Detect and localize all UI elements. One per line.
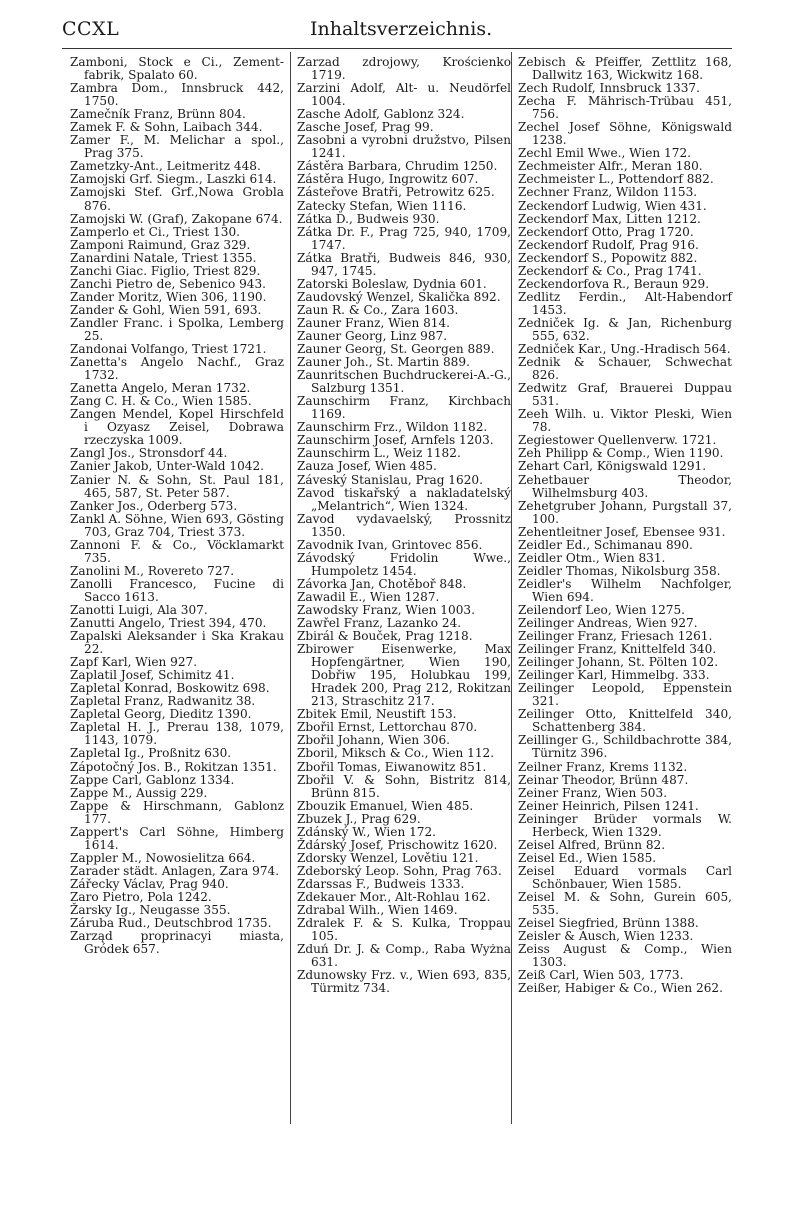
index-entry: Zatecky Stefan, Wien 1116. xyxy=(297,198,467,213)
index-entry: Zbořil V. & Sohn, Bistritz 814, Brünn 815. xyxy=(297,772,511,800)
index-entry: Zeckendorf & Co., Prag 1741. xyxy=(518,263,702,278)
index-entry: Zapletal Ig., Proßnitz 630. xyxy=(70,746,232,761)
index-entry: Zapalski Aleksander i Ska Krakau 22. xyxy=(70,629,284,657)
index-entry: Zanier N. & Sohn, St. Paul 181, 465, 587, St. Peter 587. xyxy=(70,472,284,500)
index-entry: Zeeh Wilh. u. Viktor Pleski, Wien 78. xyxy=(518,407,732,435)
index-entry: Zangen Mendel, Kopel Hirschfeld i Ozyasz Zeisel, Dobrawa rzeczyska 1009. xyxy=(70,407,284,448)
index-entry: Ždárský Josef, Prischowitz 1620. xyxy=(297,837,498,852)
index-entry: Zeckendorf S., Popowitz 882. xyxy=(518,250,698,265)
index-entry: Zbuzek J., Prag 629. xyxy=(297,811,421,826)
index-entry: Zeilinger Otto, Knittelfeld 340, Schattenberg 384. xyxy=(518,707,732,735)
index-entry: Zeillinger G., Schildbachrotte 384, Türnitz 396. xyxy=(518,733,732,761)
index-entry: Zeißer, Habiger & Co., Wien 262. xyxy=(518,981,723,996)
index-entry: Zedniček Kar., Ung.-Hradisch 564. xyxy=(518,342,731,357)
index-entry: Zebisch & Pfeiffer, Zettlitz 168, Dallwitz 163, Wickwitz 168. xyxy=(518,55,732,83)
index-entry: Zeilner Franz, Krems 1132. xyxy=(518,759,688,774)
index-entry: Zauner Franz, Wien 814. xyxy=(297,315,451,330)
index-entry: Zeilinger Karl, Himmelbg. 333. xyxy=(518,668,710,683)
index-entry: Zbořil Ernst, Lettorchau 870. xyxy=(297,720,478,735)
index-entry: Zaunritschen Buchdruckerei-A.-G., Salzburg 1351. xyxy=(297,368,511,396)
index-entry: Záveský Stanislau, Prag 1620. xyxy=(297,472,483,487)
index-entry: Zaunschirm L., Weiz 1182. xyxy=(297,446,461,461)
index-entry: Zátka D., Budweis 930. xyxy=(297,211,440,226)
index-entry: Zaplatil Josef, Schimitz 41. xyxy=(70,668,235,683)
index-entry: Zauza Josef, Wien 485. xyxy=(297,459,437,474)
index-entry: Zanolli Francesco, Fucine di Sacco 1613. xyxy=(70,576,284,604)
index-entry: Zeiss August & Comp., Wien 1303. xyxy=(518,942,732,970)
index-entry: Zecha F. Mährisch-Trübau 451, 756. xyxy=(518,94,732,122)
page-number: CCXL xyxy=(62,18,120,40)
index-entry: Zanchi Giac. Figlio, Triest 829. xyxy=(70,263,261,278)
index-entry: Zástěra Barbara, Chrudim 1250. xyxy=(297,159,498,174)
index-entry: Závodský Fridolin Wwe., Humpoletz 1454. xyxy=(297,550,511,578)
index-entry: Zamek F. & Sohn, Laibach 344. xyxy=(70,120,263,135)
index-entry: Zdarssas F., Budweis 1333. xyxy=(297,876,465,891)
index-entry: Zehetgruber Johann, Purgstall 37, 100. xyxy=(518,498,732,526)
index-entry: Zanotti Luigi, Ala 307. xyxy=(70,602,208,617)
index-entry: Zářecky Václav, Prag 940. xyxy=(70,876,229,891)
index-entry: Zeh Philipp & Comp., Wien 1190. xyxy=(518,446,724,461)
index-entry: Zeckendorf Ludwig, Wien 431. xyxy=(518,198,707,213)
index-entry: Zauner Georg, St. Georgen 889. xyxy=(297,342,495,357)
index-entry: Zeisler & Ausch, Wien 1233. xyxy=(518,929,694,944)
index-entry: Zdrabal Wilh., Wien 1469. xyxy=(297,903,458,918)
index-entry: Zarzini Adolf, Alt- u. Neudörfel 1004. xyxy=(297,81,511,109)
index-entry: Zeckendorf Rudolf, Prag 916. xyxy=(518,237,699,252)
index-entry: Zawřel Franz, Lazanko 24. xyxy=(297,616,462,631)
index-entry: Zdunowsky Frz. v., Wien 693, 835, Türmitz 734. xyxy=(297,968,511,996)
index-entry: Zeidler Ed., Schimanau 890. xyxy=(518,537,693,552)
index-entry: Zdorsky Wenzel, Lovětiu 121. xyxy=(297,850,479,865)
index-entry: Zechel Josef Söhne, Königswald 1238. xyxy=(518,120,732,148)
index-column-1 xyxy=(70,56,284,956)
index-entry: Zasche Adolf, Gablonz 324. xyxy=(297,107,465,122)
index-entry: Zanetta Angelo, Meran 1732. xyxy=(70,381,251,396)
index-entry: Zeinar Theodor, Brünn 487. xyxy=(518,772,689,787)
index-entry: Zduń Dr. J. & Comp., Raba Wyżna 631. xyxy=(297,942,511,970)
index-entry: Zeisel Ed., Wien 1585. xyxy=(518,850,657,865)
index-entry: Zannoni F. & Co., Vöcklamarkt 735. xyxy=(70,537,284,565)
index-entry: Zawadil E., Wien 1287. xyxy=(297,589,440,604)
index-entry: Zapletal Franz, Radwanitz 38. xyxy=(70,694,256,709)
index-entry: Zechmeister L., Pottendorf 882. xyxy=(518,172,714,187)
index-entry: Zásteřove Bratři, Petrowitz 625. xyxy=(297,185,495,200)
index-entry: Zátka Dr. F., Prag 725, 940, 1709, 1747. xyxy=(297,224,511,252)
index-entry: Zapletal Konrad, Boskowitz 698. xyxy=(70,681,270,696)
index-entry: Zaunschirm Josef, Arnfels 1203. xyxy=(297,433,494,448)
index-entry: Zednik & Schauer, Schwechat 826. xyxy=(518,355,732,383)
index-entry: Zavodnik Ivan, Grintovec 856. xyxy=(297,537,483,552)
index-entry: Zeiß Carl, Wien 503, 1773. xyxy=(518,968,684,983)
index-entry: Zamečník Franz, Brünn 804. xyxy=(70,107,246,122)
index-entry: Zappe & Hirschmann, Gablonz 177. xyxy=(70,798,284,826)
index-entry: Zaunschirm Franz, Kirchbach 1169. xyxy=(297,394,511,422)
column-divider xyxy=(290,52,291,1124)
index-entry: Zandler Franc. i Spolka, Lemberg 25. xyxy=(70,315,284,343)
index-entry: Zamboni, Stock e Ci., Zement-fabrik, Spalato 60. xyxy=(70,55,284,83)
index-entry: Zawodsky Franz, Wien 1003. xyxy=(297,602,475,617)
index-entry: Zeilinger Johann, St. Pölten 102. xyxy=(518,655,719,670)
index-entry: Zaudovský Wenzel, Skalička 892. xyxy=(297,289,501,304)
index-entry: Zapletal H. J., Prerau 138, 1079, 1143, 1079. xyxy=(70,720,284,748)
index-entry: Zedlitz Ferdin., Alt-Habendorf 1453. xyxy=(518,289,732,317)
index-entry: Zehetbauer Theodor, Wilhelmsburg 403. xyxy=(518,472,732,500)
index-entry: Zambra Dom., Innsbruck 442, 1750. xyxy=(70,81,284,109)
index-entry: Zbořil Johann, Wien 306. xyxy=(297,733,450,748)
index-entry: Zamponi Raimund, Graz 329. xyxy=(70,237,251,252)
header-rule xyxy=(62,48,732,49)
index-entry: Zechmeister Alfr., Meran 180. xyxy=(518,159,703,174)
index-entry: Zaunschirm Frz., Wildon 1182. xyxy=(297,420,488,435)
index-entry: Zasobni a vyrobni družstvo, Pilsen 1241. xyxy=(297,133,511,161)
index-entry: Zanardini Natale, Triest 1355. xyxy=(70,250,257,265)
index-entry: Zeiner Franz, Wien 503. xyxy=(518,785,668,800)
index-entry: Zbirál & Bouček, Prag 1218. xyxy=(297,629,473,644)
index-entry: Zbouzik Emanuel, Wien 485. xyxy=(297,798,474,813)
index-entry: Zeiner Heinrich, Pilsen 1241. xyxy=(518,798,699,813)
index-entry: Zeisel Eduard vormals Carl Schönbauer, Wien 1585. xyxy=(518,863,732,891)
index-column-3 xyxy=(518,56,732,995)
index-entry: Zappler M., Nowosielitza 664. xyxy=(70,850,256,865)
index-entry: Zdralek F. & S. Kulka, Troppau 105. xyxy=(297,916,511,944)
index-entry: Zappe M., Aussig 229. xyxy=(70,785,208,800)
index-entry: Zapletal Georg, Dieditz 1390. xyxy=(70,707,252,722)
index-entry: Zatorski Boleslaw, Dydnia 601. xyxy=(297,276,487,291)
index-entry: Zeckendorfova R., Beraun 929. xyxy=(518,276,710,291)
index-entry: Závorka Jan, Chotěboř 848. xyxy=(297,576,467,591)
index-entry: Zbořil Tomas, Eiwanowitz 851. xyxy=(297,759,487,774)
index-entry: Zeidler's Wilhelm Nachfolger, Wien 694. xyxy=(518,576,732,604)
index-entry: Zanker Jos., Oderberg 573. xyxy=(70,498,238,513)
page-title: Inhaltsverzeichnis. xyxy=(310,18,493,40)
index-entry: Zamperlo et Ci., Triest 130. xyxy=(70,224,240,239)
index-entry: Zavod vydavaelský, Prossnitz 1350. xyxy=(297,511,511,539)
index-entry: Zamojski Grf. Siegm., Laszki 614. xyxy=(70,172,277,187)
index-entry: Zamer F., M. Melichar a spol., Prag 375. xyxy=(70,133,284,161)
index-entry: Zedniček Ig. & Jan, Richenburg 555, 632. xyxy=(518,315,732,343)
index-entry: Zangl Jos., Stronsdorf 44. xyxy=(70,446,228,461)
index-entry: Zasche Josef, Prag 99. xyxy=(297,120,434,135)
index-entry: Zamojski W. (Graf), Zakopane 674. xyxy=(70,211,283,226)
index-entry: Zeininger Brüder vormals W. Herbeck, Wien 1329. xyxy=(518,811,732,839)
index-entry: Zbitek Emil, Neustift 153. xyxy=(297,707,457,722)
index-entry: Zbirower Eisenwerke, Max Hopfengärtner, Wien 190, Dobřiw 195, Holubkau 199, Hradek 200, Prag 212, Rokitzan 213, Straschitz 217. xyxy=(297,642,511,709)
index-entry: Zanchi Pietro de, Sebenico 943. xyxy=(70,276,267,291)
index-entry: Zeckendorf Max, Litten 1212. xyxy=(518,211,701,226)
index-entry: Zanier Jakob, Unter-Wald 1042. xyxy=(70,459,265,474)
index-entry: Zarzad zdrojowy, Krościenko 1719. xyxy=(297,55,511,83)
index-entry: Zanetta's Angelo Nachf., Graz 1732. xyxy=(70,355,284,383)
index-entry: Zankl A. Söhne, Wien 693, Gösting 703, Graz 704, Triest 373. xyxy=(70,511,284,539)
index-entry: Zametzky-Ant., Leitmeritz 448. xyxy=(70,159,261,174)
index-entry: Zauner Georg, Linz 987. xyxy=(297,328,448,343)
index-entry: Zeisel Siegfried, Brünn 1388. xyxy=(518,916,699,931)
index-entry: Zeilinger Franz, Friesach 1261. xyxy=(518,629,713,644)
index-entry: Zaro Pietro, Pola 1242. xyxy=(70,890,212,904)
index-column-2 xyxy=(297,56,511,995)
index-entry: Zander Moritz, Wien 306, 1190. xyxy=(70,289,267,304)
index-entry: Zeisel Alfred, Brünn 82. xyxy=(518,837,666,852)
index-entry: Zeilinger Franz, Knittelfeld 340. xyxy=(518,642,717,657)
index-entry: Zdeborský Leop. Sohn, Prag 763. xyxy=(297,863,502,878)
index-entry: Zegiestower Quellenverw. 1721. xyxy=(518,433,717,448)
index-entry: Zehentleitner Josef, Ebensee 931. xyxy=(518,524,726,539)
index-entry: Zang C. H. & Co., Wien 1585. xyxy=(70,394,252,409)
index-entry: Zanutti Angelo, Triest 394, 470. xyxy=(70,616,267,631)
index-entry: Zehart Carl, Königswald 1291. xyxy=(518,459,707,474)
index-entry: Zeidler Otm., Wien 831. xyxy=(518,550,666,565)
index-entry: Zamojski Stef. Grf.,Nowa Grobla 876. xyxy=(70,185,284,213)
index-entry: Zarząd proprinacyi miasta, Gródek 657. xyxy=(70,929,284,957)
index-entry: Záruba Rud., Deutschbrod 1735. xyxy=(70,916,272,931)
index-entry: Zdánský W., Wien 172. xyxy=(297,824,437,839)
index-entry: Zboril, Miksch & Co., Wien 112. xyxy=(297,746,495,761)
index-entry: Zappert's Carl Söhne, Himberg 1614. xyxy=(70,824,284,852)
index-entry: Zanolini M., Rovereto 727. xyxy=(70,563,235,578)
index-entry: Zeckendorf Otto, Prag 1720. xyxy=(518,224,694,239)
index-entry: Zeilinger Leopold, Eppenstein 321. xyxy=(518,681,732,709)
index-entry: Zaun R. & Co., Zara 1603. xyxy=(297,302,459,317)
index-entry: Zedwitz Graf, Brauerei Duppau 531. xyxy=(518,381,732,409)
index-entry: Zech Rudolf, Innsbruck 1337. xyxy=(518,81,700,96)
column-divider xyxy=(511,52,512,1124)
index-entry: Zander & Gohl, Wien 591, 693. xyxy=(70,302,262,317)
index-entry: Žarsky Ig., Neugasse 355. xyxy=(70,903,231,918)
index-entry: Zátka Bratři, Budweis 846, 930, 947, 1745. xyxy=(297,250,511,278)
index-entry: Zappe Carl, Gablonz 1334. xyxy=(70,772,235,787)
index-entry: Zeilinger Andreas, Wien 927. xyxy=(518,616,698,631)
index-entry: Zapf Karl, Wien 927. xyxy=(70,655,198,670)
index-entry: Zeisel M. & Sohn, Gurein 605, 535. xyxy=(518,890,732,918)
index-entry: Zeidler Thomas, Nikolsburg 358. xyxy=(518,563,721,578)
index-entry: Zástěra Hugo, Ingrowitz 607. xyxy=(297,172,479,187)
index-entry: Zechner Franz, Wildon 1153. xyxy=(518,185,698,200)
index-entry: Zdekauer Mor., Alt-Rohlau 162. xyxy=(297,890,491,904)
index-entry: Zauner Joh., St. Martin 889. xyxy=(297,355,470,370)
index-entry: Zarader städt. Anlagen, Zara 974. xyxy=(70,863,280,878)
index-entry: Zavod tiskařský a nakladatelský „Melantrich“, Wien 1324. xyxy=(297,485,511,513)
index-entry: Zápotočný Jos. B., Rokitzan 1351. xyxy=(70,759,277,774)
index-entry: Zeilendorf Leo, Wien 1275. xyxy=(518,602,686,617)
index-entry: Zandonai Volfango, Triest 1721. xyxy=(70,342,267,357)
index-entry: Zechl Emil Wwe., Wien 172. xyxy=(518,146,691,161)
